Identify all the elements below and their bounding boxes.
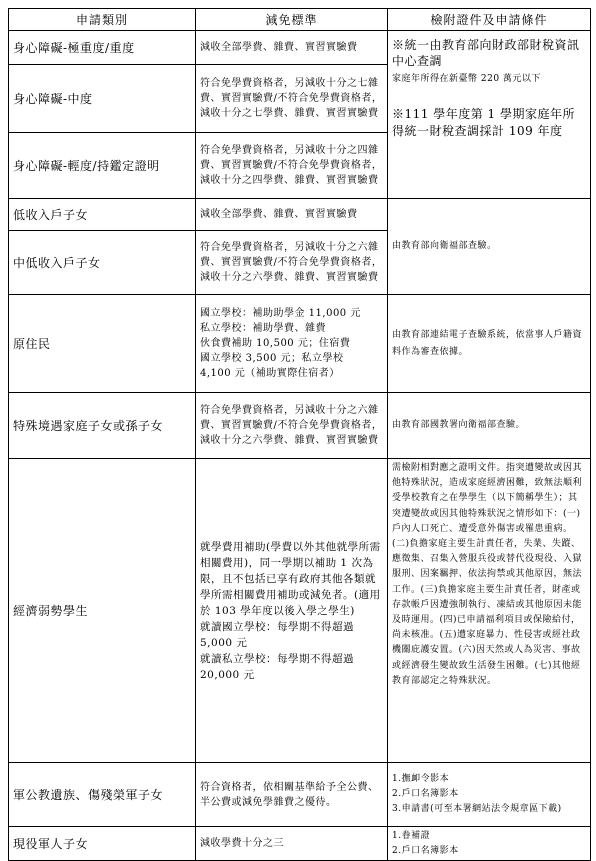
documents-cell-disability	[388, 31, 591, 199]
standard-cell: 符合免學費資格者，另減收十分之六雜費、實習實驗費/不符合免學費資格者，減收十分之六學費、雜費、實習實驗費	[196, 231, 388, 295]
category-cell: 身心障礙-輕度/持鑑定證明	[9, 133, 196, 199]
category-cell: 特殊境遇家庭子女或孫子女	[9, 393, 196, 459]
table-row	[9, 827, 591, 861]
standard-cell: 符合免學費資格者，另減收十分之七雜費、實習實驗費/不符合免學費資格者，減收十分之七學費、雜費、實習實驗費	[196, 65, 388, 133]
category-cell: 中低收入戶子女	[9, 231, 196, 295]
documents-cell-aboriginal: 由教育部連結電子查驗系統，依當事人戶籍資料作為審查依據。	[388, 295, 591, 393]
table-header-row	[9, 9, 591, 31]
category-cell: 低收入戶子女	[9, 199, 196, 231]
standard-cell: 符合免學費資格者，另減收十分之四雜費、實習實驗費/不符合免學費資格者，減收十分之四學費、雜費、實習實驗費	[196, 133, 388, 199]
table-row	[9, 295, 591, 393]
standard-cell: 國立學校：補助助學金 11,000 元 私立學校：補助學費、雜費 伙食費補助 10,500 元；住宿費 國立學校 3,500 元；私立學校 4,100 元（補助實際住宿者）	[196, 295, 388, 393]
header-category: 申請類別	[9, 9, 196, 31]
table-row	[9, 763, 591, 827]
header-standard: 減免標準	[196, 9, 388, 31]
header-documents: 檢附證件及申請條件	[388, 9, 591, 31]
category-cell: 原住民	[9, 295, 196, 393]
documents-cell-special: 由教育部國教署向衛福部查驗。	[388, 393, 591, 459]
documents-cell-active-military: 1.眷補證 2.戶口名簿影本	[388, 827, 591, 861]
category-cell: 現役軍人子女	[9, 827, 196, 861]
documents-cell-low-income: 由教育部向衛福部查驗。	[388, 199, 591, 295]
table-row	[9, 459, 591, 763]
standard-cell: 符合資格者，依相關基準給予全公費、半公費或減免學雜費之優待。	[196, 763, 388, 827]
tuition-waiver-table	[8, 8, 591, 861]
category-cell: 經濟弱勢學生	[9, 459, 196, 763]
standard-cell: 減收全部學費、雜費、實習實驗費	[196, 31, 388, 65]
category-cell: 軍公教遺族、傷殘榮軍子女	[9, 763, 196, 827]
table-row	[9, 31, 591, 65]
standard-cell: 就學費用補助(學費以外其他就學所需相關費用)，同一學期以補助 1 次為限，且不包括已享有政府其他各類就學所需相關費用補助或減免者。(適用於 103 學年度以後入學之學生) 就讀國立學校：每學期不得超過 5,000 元 就讀私立學校：每學期不得超過 20,000 元	[196, 459, 388, 763]
standard-cell: 減收學費十分之三	[196, 827, 388, 861]
category-cell: 身心障礙-中度	[9, 65, 196, 133]
standard-cell: 符合免學費資格者，另減收十分之六雜費、實習實驗費/不符合免學費資格者，減收十分之六學費、雜費、實習實驗費	[196, 393, 388, 459]
doc-income-limit: 家庭年所得在新臺幣 220 萬元以下	[392, 74, 541, 84]
category-cell: 身心障礙-極重度/重度	[9, 31, 196, 65]
documents-cell-military-family: 1.撫卹令影本 2.戶口名簿影本 3.申請書(可至本署網站法令規章區下載)	[388, 763, 591, 827]
standard-cell: 減收全部學費、雜費、實習實驗費	[196, 199, 388, 231]
table-row	[9, 199, 591, 231]
doc-year-note: ※111 學年度第 1 學期家庭年所得統一財稅查調採計 109 年度	[392, 107, 575, 138]
documents-cell-economic: 需檢附相對應之證明文件。指突遭變故或因其他特殊狀況，造成家庭經濟困難，致無法順利受學校教育之在學學生（以下簡稱學生）；其突遭變故或因其他特殊狀況之情形如下：(一)戶內人口死亡、遭受意外傷害或罹患重病。(二)負擔家庭主要生計責任者，失業、失蹤、應徵集、召集入營服兵役或替代役現役、入獄服刑、因案羈押、依法拘禁或其他原因，無法工作。(三)負擔家庭主要生計責任者，財產或存款帳戶因遭強制執行、凍結或其他原因未能及時運用。(四)已申請福利項目或保險給付，尚未核准。(五)遭家庭暴力、性侵害或經社政機關庇護安置。(六)因天然或人為災害、事故或經濟發生變故致生活發生困難。(七)其他經教育部認定之特殊狀況。	[388, 459, 591, 763]
doc-query-note: ※統一由教育部向財政部財稅資訊中心查調	[392, 38, 580, 68]
table-row	[9, 393, 591, 459]
